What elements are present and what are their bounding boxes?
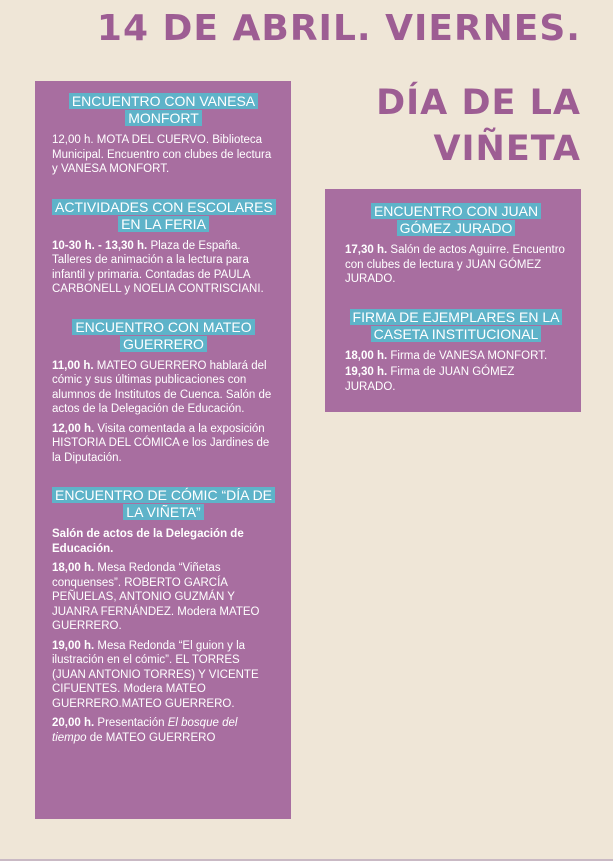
event-entry: 18,00 h. Firma de VANESA MONFORT. bbox=[345, 349, 548, 362]
section-title-line2: VIÑETA bbox=[433, 129, 581, 169]
section-title bbox=[321, 80, 581, 172]
event-heading: FIRMA DE EJEMPLARES EN LA CASETA INSTITUCIONAL bbox=[345, 309, 567, 343]
event-venue: Salón de actos de la Delegación de Educación. bbox=[52, 528, 244, 555]
event-entry: 18,00 h. Mesa Redonda “Viñetas conquenses”. ROBERTO GARCÍA PEÑUELAS, ANTONIO GUZMÁN Y JUANRA FERNÁNDEZ. Modera MATEO GUERRERO. bbox=[52, 562, 260, 632]
section-title-line1: DÍA DE LA bbox=[376, 83, 581, 123]
page-title: 14 DE ABRIL. VIERNES. bbox=[96, 8, 581, 49]
event-entry: 11,00 h. MATEO GUERRERO hablará del cómic y sus últimas publicaciones con alumnos de Institutos de Cuenca. Salón de actos de la Delegación de Educación. bbox=[52, 359, 272, 415]
event-entry: 19,00 h. Mesa Redonda “El guion y la ilustración en el cómic”. EL TORRES (JUAN ANTONIO TORRES) Y VICENTE CIFUENTES. Modera MATEO GUERRERO.MATEO GUERRERO. bbox=[52, 639, 259, 710]
event-heading: ENCUENTRO DE CÓMIC “DÍA DE LA VIÑETA” bbox=[52, 487, 275, 521]
event-block-firma-ejemplares bbox=[345, 309, 567, 395]
event-block-dia-de-la-vineta bbox=[52, 487, 275, 745]
event-heading: ENCUENTRO CON MATEO GUERRERO bbox=[52, 319, 275, 353]
event-heading: ACTIVIDADES CON ESCOLARES EN LA FERIA bbox=[52, 199, 275, 233]
event-entry: 19,30 h. Firma de JUAN GÓMEZ JURADO. bbox=[345, 366, 515, 393]
program-panel-right bbox=[325, 189, 581, 412]
event-entry: 17,30 h. Salón de actos Aguirre. Encuentro con clubes de lectura y JUAN GÓMEZ JURADO. bbox=[345, 244, 565, 285]
event-entry: 20,00 h. Presentación El bosque del tiempo de MATEO GUERRERO bbox=[52, 717, 238, 744]
event-entry: 12,00 h. MOTA DEL CUERVO. Biblioteca Municipal. Encuentro con clubes de lectura y VANESA MONFORT. bbox=[52, 134, 272, 175]
event-block-mateo-guerrero bbox=[52, 319, 275, 466]
event-entry: 10-30 h. - 13,30 h. Plaza de España. Talleres de animación a la lectura para infantil y primaria. Contadas de PAULA CARBONELL y NOELIA CONTRISCIANI. bbox=[52, 239, 264, 295]
event-block-escolares bbox=[52, 199, 275, 297]
program-panel-left bbox=[35, 81, 291, 819]
event-block-vanesa-monfort bbox=[52, 93, 275, 177]
event-heading: ENCUENTRO CON JUAN GÓMEZ JURADO bbox=[345, 203, 567, 237]
event-block-juan-gomez-jurado bbox=[345, 203, 567, 287]
event-heading: ENCUENTRO CON VANESA MONFORT bbox=[52, 93, 275, 127]
event-entry: 12,00 h. Visita comentada a la exposición HISTORIA DEL CÓMICA e los Jardines de la Diputación. bbox=[52, 422, 270, 464]
